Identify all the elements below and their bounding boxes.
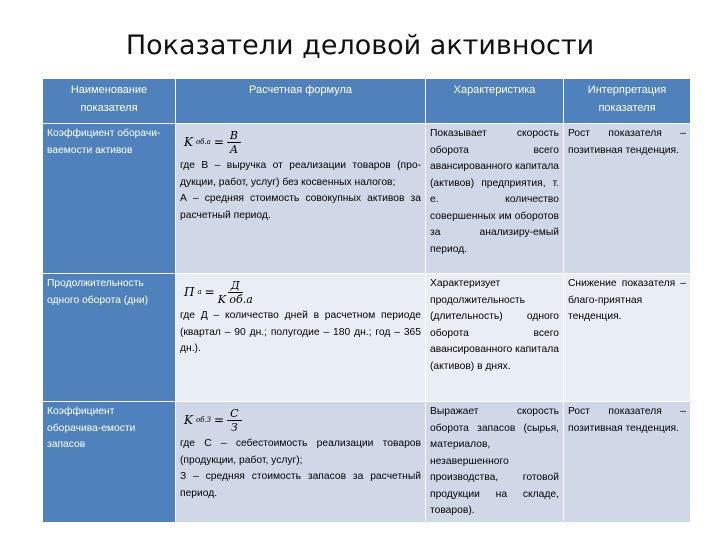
formula: П а = $\frac{Д}{\text{K об.а}}$ <box>184 278 253 306</box>
formula-den: A <box>229 142 238 156</box>
table-row <box>43 402 691 523</box>
formula-sub: об.а <box>195 137 211 146</box>
indicator-name: Коэффициент оборачива-емости запасов <box>43 402 176 523</box>
formula: K об.З = $\frac{C}{З}$ <box>180 404 421 436</box>
formula-desc: З – средняя стоимость запасов за расчетный период. <box>180 471 421 499</box>
formula-den: З <box>230 420 238 434</box>
header-formula: Расчетная формула <box>176 79 426 124</box>
formula-desc: где В – выручка от реализации товаров (про-дукции, работ, услуг) без косвенных налогов; <box>180 160 421 188</box>
formula-desc: где Д – количество дней в расчетном периоде (квартал – 90 дн.; полугодие – 180 дн.; год – 365 дн.). <box>180 310 421 354</box>
formula-den: K об.а <box>217 292 253 306</box>
formula-desc: где С – себестоимость реализации товаров (продукции, работ, услуг); <box>180 438 421 466</box>
indicator-name: Коэффициент оборачи-ваемости активов <box>43 124 176 274</box>
characteristic: Характеризует продолжительность (длительность) одного оборота всего авансированного капитала (активов) в днях. <box>426 274 564 402</box>
indicator-name: Продолжительность одного оборота (дни) <box>43 274 176 402</box>
characteristic: Показывает скорость оборота всего авансированного капитала (активов) предприятия, т. е. количество совершенных им оборотов за анализиру-емый период. <box>426 124 564 274</box>
formula-cell <box>176 402 426 523</box>
header-interpretation: Интерпретация показателя <box>564 79 691 124</box>
formula-num: Д <box>228 279 243 293</box>
formula-lhs: K <box>184 134 193 149</box>
characteristic: Выражает скорость оборота запасов (сырья, материалов, незавершенного производства, готовой продукции на складе, товаров). <box>426 402 564 523</box>
formula-cell <box>176 124 426 274</box>
interpretation: Снижение показателя – благо-приятная тенденция. <box>564 274 691 402</box>
formula-sub: об.З <box>195 415 212 424</box>
table-row <box>43 124 691 274</box>
table-row <box>43 274 691 402</box>
formula-cell <box>176 274 426 402</box>
interpretation: Рост показателя – позитивная тенденция. <box>564 124 691 274</box>
formula-num: B <box>227 129 241 143</box>
page-title: Показатели деловой активности <box>125 30 595 61</box>
formula-sub: а <box>197 287 202 296</box>
formula: K об.а = $\frac{B}{A}$ <box>180 126 421 158</box>
formula-lhs: П <box>184 284 195 299</box>
activity-indicators-table <box>42 78 691 523</box>
formula-num: C <box>227 407 241 421</box>
formula-desc: А – средняя стоимость совокупных активов за расчетный период. <box>180 193 421 221</box>
table-header-row <box>43 79 691 124</box>
header-name: Наименование показателя <box>43 79 176 124</box>
header-characteristic: Характеристика <box>426 79 564 124</box>
interpretation: Рост показателя – позитивная тенденция. <box>564 402 691 523</box>
formula-lhs: K <box>184 412 193 427</box>
